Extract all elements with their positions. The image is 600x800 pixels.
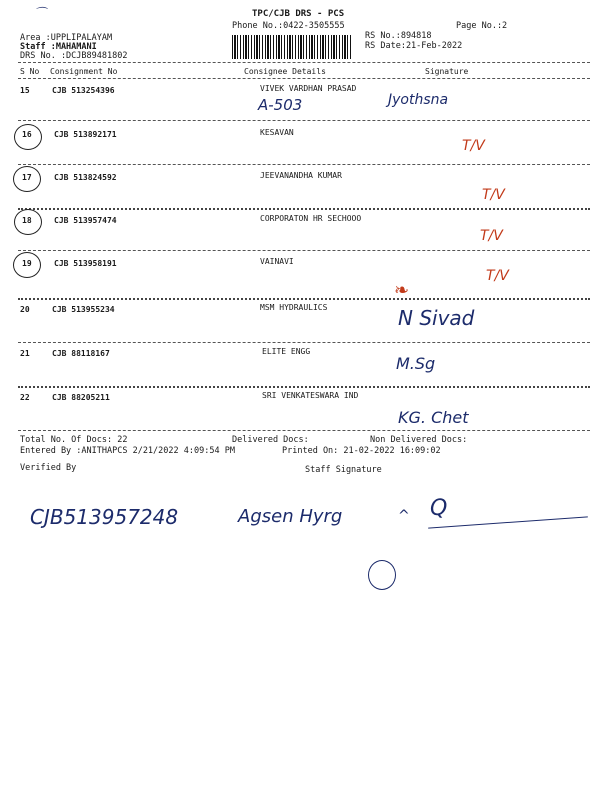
drs-number: DRS No. :DCJB89481802 [20, 51, 128, 61]
corner-scribble-icon: ⌒ [34, 6, 47, 20]
rs-number: RS No.:894818 [365, 31, 432, 41]
row-consignee: KESAVAN [260, 128, 294, 137]
row-consignment-no: CJB 88205211 [52, 393, 110, 402]
row-consignee: SRI VENKATESWARA IND [262, 391, 359, 400]
area-label: Area :UPPLIPALAYAM [20, 33, 113, 43]
row-sno: 21 [20, 349, 30, 358]
row-sno: 20 [20, 305, 30, 314]
row-consignment-no: CJB 88118167 [52, 349, 110, 358]
row-consignment-no: CJB 513957474 [54, 216, 117, 225]
handwritten-consignment-no: CJB513957248 [30, 505, 179, 529]
row-sno: 16 [22, 130, 32, 139]
handwritten-tv-mark: T/V [482, 187, 505, 203]
red-scribble-icon: ❧ [394, 280, 410, 301]
row-consignment-no: CJB 513958191 [54, 259, 117, 268]
verified-by-label: Verified By [20, 463, 77, 473]
row-sno: 18 [22, 216, 32, 225]
handwritten-signature: Jyothsna [388, 92, 449, 108]
row-consignee: JEEVANANDHA KUMAR [260, 171, 342, 180]
row-consignment-no: CJB 513254396 [52, 86, 115, 95]
row-sno: 19 [22, 259, 32, 268]
row-sno: 17 [22, 173, 32, 182]
row-consignee: VIVEK VARDHAN PRASAD [260, 84, 357, 93]
row-consignment-no: CJB 513824592 [54, 173, 117, 182]
handwritten-signature: Q [430, 496, 448, 521]
handwritten-caret-mark: ^ [398, 508, 410, 524]
total-docs: Total No. Of Docs: 22 [20, 435, 128, 445]
handwritten-tv-mark: T/V [486, 268, 509, 284]
row-sno: 15 [20, 86, 30, 95]
handwritten-signature: M.Sg [396, 354, 436, 373]
row-consignment-no: CJB 513955234 [52, 305, 115, 314]
row-consignee: CORPORATON HR SECHOOO [260, 214, 362, 223]
barcode [232, 35, 352, 59]
staff-label: Staff :MAHAMANI [20, 42, 97, 52]
entered-by: Entered By :ANITHAPCS 2/21/2022 4:09:54 PM [20, 446, 235, 456]
column-header-consignment: Consignment No [50, 67, 118, 76]
delivered-docs: Delivered Docs: [232, 435, 309, 445]
row-sno: 22 [20, 393, 30, 402]
phone-number: Phone No.:0422-3505555 [232, 21, 345, 31]
signature-stroke [428, 516, 588, 528]
column-header-sno: S No [20, 67, 40, 76]
rs-date: RS Date:21-Feb-2022 [365, 41, 463, 51]
row-consignee: MSM HYDRAULICS [260, 303, 328, 312]
handwritten-signature: N Sivad [398, 306, 475, 330]
handwritten-tv-mark: T/V [480, 228, 503, 244]
handwritten-signature: KG. Chet [398, 408, 469, 427]
column-header-signature: Signature [425, 67, 469, 76]
row-consignee: ELITE ENGG [262, 347, 311, 356]
handwritten-name: Agsen Hyrg [238, 506, 343, 527]
row-consignment-no: CJB 513892171 [54, 130, 117, 139]
handwritten-circle-mark [368, 560, 396, 590]
handwritten-note: A-503 [258, 96, 303, 114]
page-number: Page No.:2 [456, 21, 508, 31]
row-consignee: VAINAVI [260, 257, 294, 266]
handwritten-tv-mark: T/V [462, 138, 485, 154]
column-header-consignee: Consignee Details [244, 67, 326, 76]
staff-signature-label: Staff Signature [305, 465, 382, 475]
non-delivered-docs: Non Delivered Docs: [370, 435, 468, 445]
printed-on: Printed On: 21-02-2022 16:09:02 [282, 446, 441, 456]
document-title: TPC/CJB DRS - PCS [252, 9, 345, 19]
